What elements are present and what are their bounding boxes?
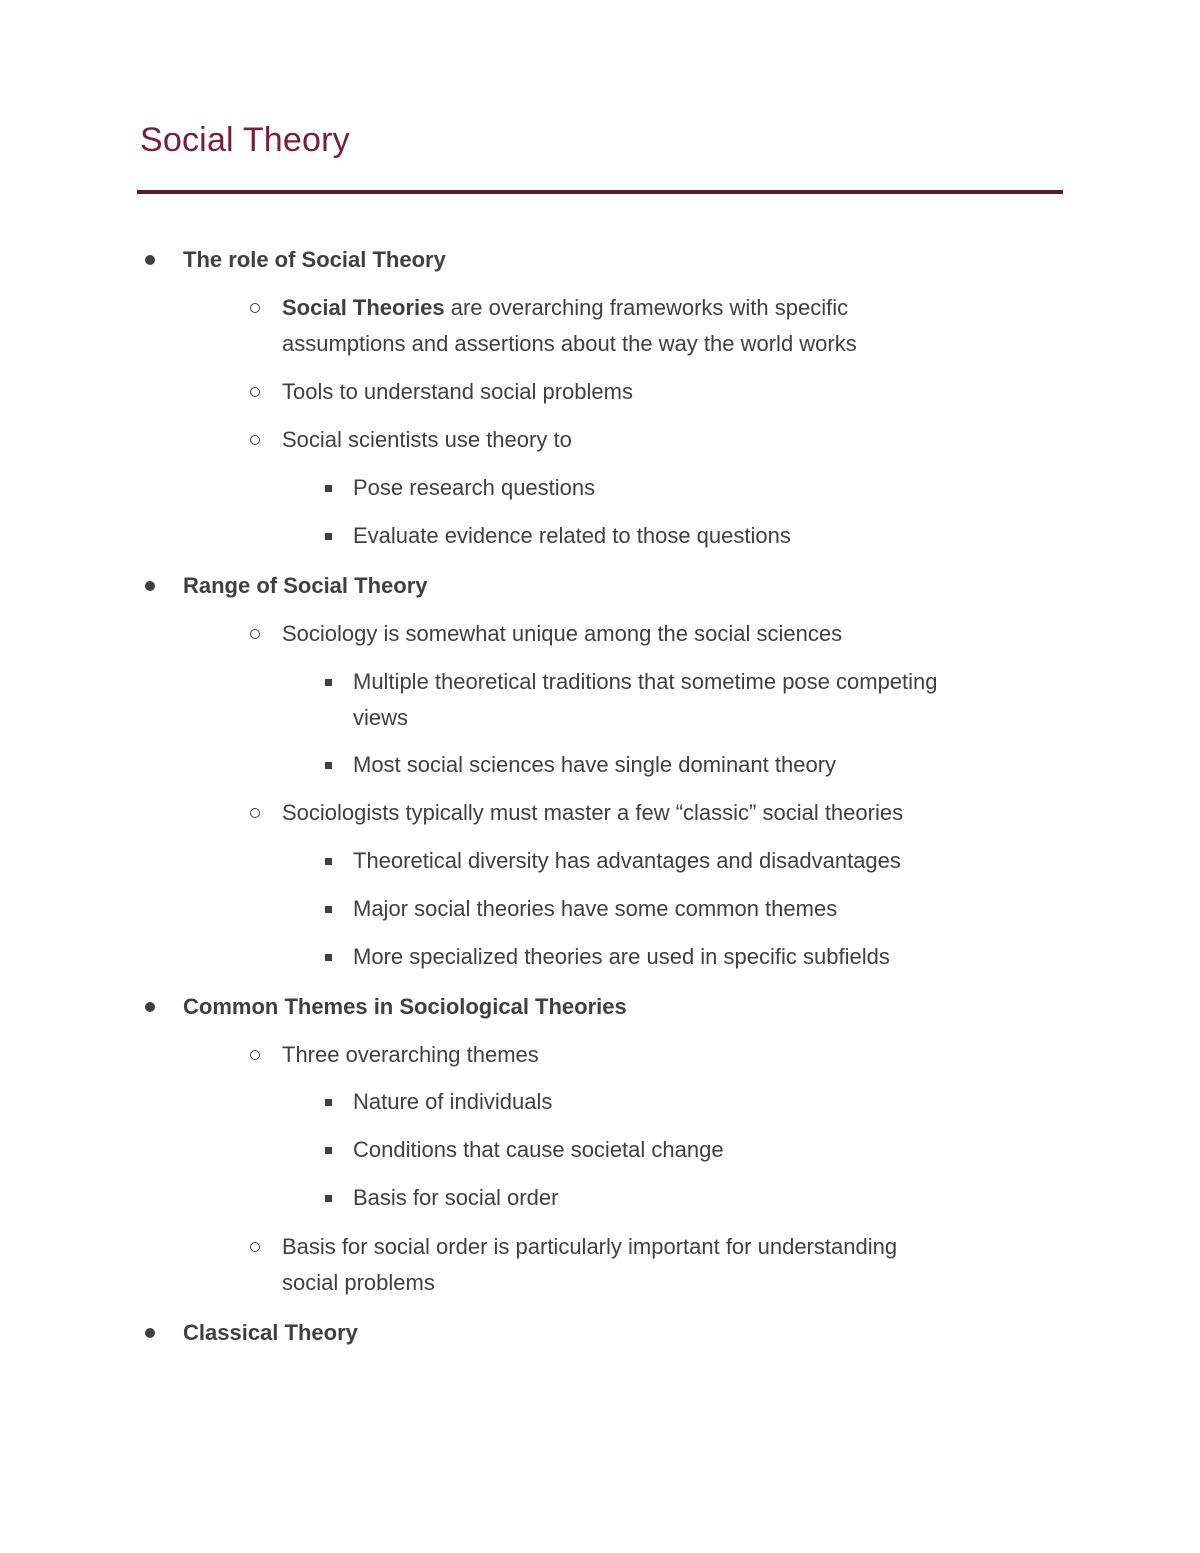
section-heading-range-of-social-theory bbox=[140, 568, 1060, 604]
sub-list-item-text: Conditions that cause societal change bbox=[353, 1137, 724, 1162]
list-item bbox=[245, 290, 1060, 362]
bullet-circle-icon bbox=[245, 1037, 265, 1073]
list-item bbox=[245, 374, 1060, 410]
bullet-square-icon bbox=[318, 843, 338, 879]
bullet-dot-icon bbox=[140, 989, 160, 1025]
list-item bbox=[245, 1037, 1060, 1073]
sub-list-item-text: Nature of individuals bbox=[353, 1089, 553, 1114]
sub-list-item-continuation: views bbox=[353, 705, 409, 730]
list-item-text: Social scientists use theory to bbox=[282, 427, 572, 452]
section-heading-common-themes bbox=[140, 989, 1060, 1025]
list-item-text: Basis for social order is particularly important for understanding bbox=[282, 1234, 898, 1259]
bullet-square-icon bbox=[318, 1132, 338, 1168]
sub-list-item-text: Major social theories have some common themes bbox=[353, 896, 838, 921]
bullet-circle-icon bbox=[245, 795, 265, 831]
sub-list-item bbox=[318, 1084, 1060, 1120]
list-item bbox=[245, 795, 1060, 831]
sub-list-item bbox=[318, 1132, 1060, 1168]
bullet-circle-icon bbox=[245, 1229, 265, 1265]
page-title: Social Theory bbox=[140, 121, 350, 159]
list-item-text: Sociology is somewhat unique among the social sciences bbox=[282, 621, 843, 646]
list-item-rest: are overarching frameworks with specific bbox=[444, 295, 849, 320]
section-heading-role-of-social-theory bbox=[140, 242, 1060, 278]
list-item-text: Three overarching themes bbox=[282, 1042, 539, 1067]
bullet-square-icon bbox=[318, 470, 338, 506]
sub-list-item-text: Theoretical diversity has advantages and disadvantages bbox=[353, 848, 901, 873]
sub-list-item bbox=[318, 518, 1060, 554]
sub-list-item-text: Basis for social order bbox=[353, 1185, 559, 1210]
list-item-text bbox=[282, 290, 1060, 326]
bold-term: Social Theories bbox=[282, 295, 445, 320]
list-item bbox=[245, 616, 1060, 652]
bullet-dot-icon bbox=[140, 242, 160, 278]
bullet-square-icon bbox=[318, 891, 338, 927]
sub-list-item-text: Pose research questions bbox=[353, 475, 596, 500]
sub-list-item-text: More specialized theories are used in specific subfields bbox=[353, 944, 890, 969]
section-heading-text: The role of Social Theory bbox=[183, 247, 446, 272]
sub-list-item bbox=[318, 1180, 1060, 1216]
bullet-circle-icon bbox=[245, 290, 265, 326]
sub-list-item bbox=[318, 747, 1060, 783]
sub-list-item bbox=[318, 664, 1060, 736]
section-heading-classical-theory bbox=[140, 1315, 1060, 1351]
sub-list-item-text: Evaluate evidence related to those questions bbox=[353, 523, 791, 548]
section-heading-text: Common Themes in Sociological Theories bbox=[183, 994, 627, 1019]
bullet-dot-icon bbox=[140, 1315, 160, 1351]
sub-list-item bbox=[318, 843, 1060, 879]
list-item bbox=[245, 1229, 1060, 1301]
sub-list-item-text: Multiple theoretical traditions that sometime pose competing bbox=[353, 669, 938, 694]
list-item-continuation: assumptions and assertions about the way the world works bbox=[282, 331, 857, 356]
bullet-square-icon bbox=[318, 518, 338, 554]
bullet-square-icon bbox=[318, 1084, 338, 1120]
list-item-text: Tools to understand social problems bbox=[282, 379, 633, 404]
bullet-circle-icon bbox=[245, 374, 265, 410]
bullet-square-icon bbox=[318, 939, 338, 975]
list-item bbox=[245, 422, 1060, 458]
bullet-square-icon bbox=[318, 747, 338, 783]
list-item-text: Sociologists typically must master a few “classic” social theories bbox=[282, 800, 904, 825]
sub-list-item bbox=[318, 939, 1060, 975]
sub-list-item bbox=[318, 891, 1060, 927]
bullet-dot-icon bbox=[140, 568, 160, 604]
section-heading-text: Classical Theory bbox=[183, 1320, 358, 1345]
title-divider bbox=[137, 190, 1063, 194]
bullet-square-icon bbox=[318, 1180, 338, 1216]
bullet-circle-icon bbox=[245, 616, 265, 652]
bullet-circle-icon bbox=[245, 422, 265, 458]
list-item-continuation: social problems bbox=[282, 1270, 435, 1295]
sub-list-item bbox=[318, 470, 1060, 506]
section-heading-text: Range of Social Theory bbox=[183, 573, 428, 598]
bullet-square-icon bbox=[318, 664, 338, 700]
sub-list-item-text: Most social sciences have single dominant theory bbox=[353, 752, 837, 777]
